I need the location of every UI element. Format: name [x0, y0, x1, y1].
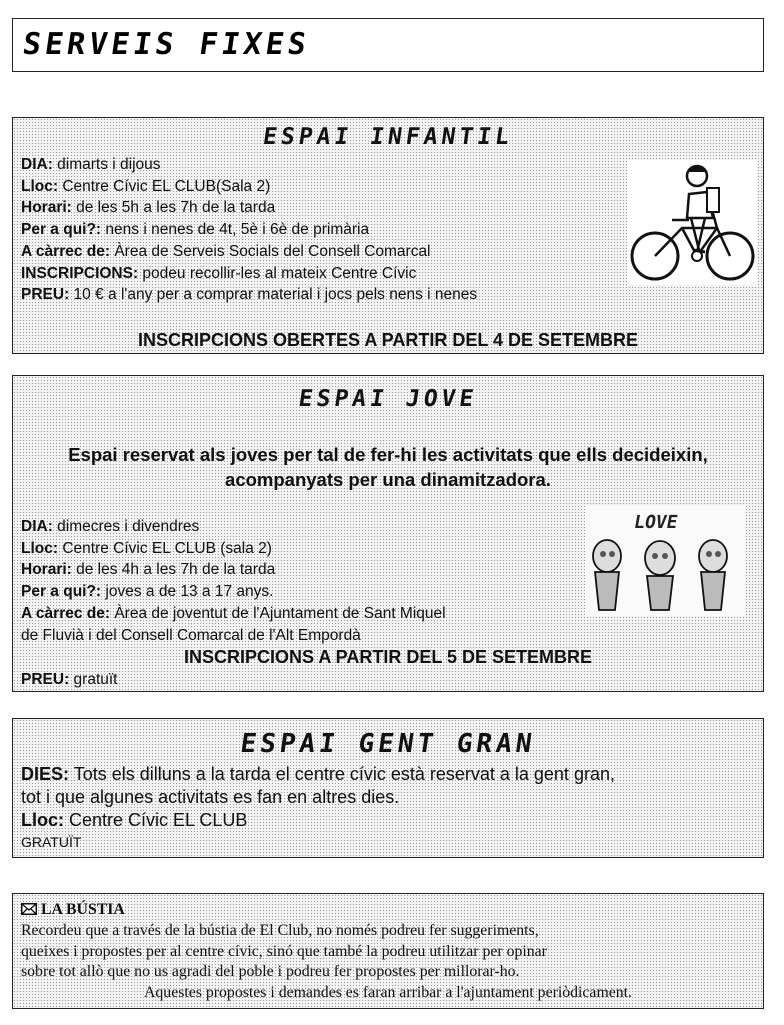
info-row — [21, 559, 275, 581]
intro-line: acompanyats per una dinamitzadora. — [225, 469, 551, 490]
row-label: Per a qui?: — [21, 221, 102, 239]
lloc-row — [21, 809, 247, 832]
bustia-line: Recordeu que a través de la bústia de El Club, no només podreu fer suggeriments, — [21, 922, 539, 939]
row-label: Horari: — [21, 199, 72, 217]
bustia-heading — [21, 900, 125, 920]
info-row — [21, 603, 446, 625]
row-value: 10 € a l'any per a comprar material i jocs pels nens i nenes — [69, 286, 478, 304]
row-label: Lloc: — [21, 539, 59, 557]
bustia-line: queixes i propostes per al centre cívic, sinó que també la podreu utilitzar per opinar — [21, 942, 547, 960]
row-value: Centre Cívic EL CLUB — [64, 810, 248, 830]
row-value: de les 5h a les 7h de la tarda — [71, 199, 276, 217]
info-row — [21, 284, 477, 306]
continuation-line: de Fluvià i del Consell Comarcal de l'Alt Empordà — [21, 626, 361, 644]
row-label: PREU: — [21, 671, 70, 688]
bustia-line: Aquestes propostes i demandes es faran arribar a l'ajuntament periòdicament. — [144, 983, 632, 1001]
row-value: gratuït — [69, 671, 118, 688]
row-value: Àrea de Serveis Socials del Consell Comarcal — [110, 242, 431, 260]
section-title: ESPAI JOVE — [296, 386, 480, 412]
row-label: DIA: — [21, 156, 53, 173]
bicycle-illustration — [627, 160, 757, 285]
row-label: Per a qui?: — [21, 583, 102, 601]
row-label: INSCRIPCIONS: — [21, 264, 139, 282]
bustia-line: sobre tot allò que no us agradi del poble i podreu fer propostes per millorar-ho. — [21, 963, 520, 980]
dies-continuation: tot i que algunes activitats es fan en altres dies. — [21, 787, 400, 807]
row-label: Horari: — [21, 561, 72, 579]
row-value: nens i nenes de 4t, 5è i 6è de primària — [101, 221, 370, 239]
row-value: dimecres i divendres — [52, 518, 200, 535]
row-label: Lloc: — [21, 177, 59, 195]
preu-row — [21, 669, 117, 691]
row-value: Centre Cívic EL CLUB(Sala 2) — [58, 177, 271, 195]
row-value: Centre Cívic EL CLUB (sala 2) — [58, 539, 272, 557]
info-row — [21, 219, 369, 241]
inscription-banner: INSCRIPCIONS A PARTIR DEL 5 DE SETEMBRE — [183, 647, 593, 667]
youth-illustration — [585, 506, 745, 616]
row-value: Àrea de joventut de l'Ajuntament de Sant Miquel — [110, 604, 446, 622]
inscription-banner: INSCRIPCIONS OBERTES A PARTIR DEL 4 DE SETEMBRE — [137, 330, 639, 350]
la-bustia-section — [12, 893, 764, 1009]
page-title: SERVEIS FIXES — [20, 27, 313, 62]
youth-group-icon — [585, 506, 745, 616]
info-row — [21, 154, 161, 176]
dies-row — [21, 763, 615, 786]
espai-gent-gran-section — [12, 718, 764, 858]
envelope-icon — [21, 903, 37, 915]
intro-line: Espai reservat als joves per tal de fer-hi les activitats que ells decideixin, — [68, 444, 708, 465]
row-value: joves a de 13 a 17 anys. — [101, 583, 274, 601]
info-row — [21, 581, 273, 603]
row-value: Tots els dilluns a la tarda el centre cívic està reservat a la gent gran, — [69, 764, 615, 784]
love-text: LOVE — [632, 512, 680, 533]
info-row — [21, 197, 275, 219]
row-label: DIES: — [21, 764, 70, 784]
row-label: Lloc: — [21, 810, 64, 830]
row-value: de les 4h a les 7h de la tarda — [71, 561, 276, 579]
row-label: PREU: — [21, 286, 70, 304]
bustia-title: LA BÚSTIA — [41, 901, 125, 918]
section-title: ESPAI INFANTIL — [261, 124, 515, 150]
row-label: A càrrec de: — [21, 242, 111, 260]
info-row — [21, 516, 199, 538]
info-row — [21, 263, 416, 285]
row-label: DIA: — [21, 518, 53, 535]
info-row — [21, 176, 270, 198]
row-value: dimarts i dijous — [52, 156, 161, 173]
header-box — [12, 18, 764, 72]
info-row — [21, 241, 431, 263]
intro-text — [13, 442, 763, 492]
espai-jove-section — [12, 375, 764, 692]
row-label: A càrrec de: — [21, 604, 111, 622]
info-row — [21, 538, 272, 560]
section-title: ESPAI GENT GRAN — [238, 729, 538, 759]
bicycle-boy-icon — [627, 160, 757, 285]
espai-infantil-section — [12, 117, 764, 354]
gratuit-label: GRATUÏT — [21, 834, 82, 850]
row-value: podeu recollir-les al mateix Centre Cívic — [138, 264, 417, 282]
